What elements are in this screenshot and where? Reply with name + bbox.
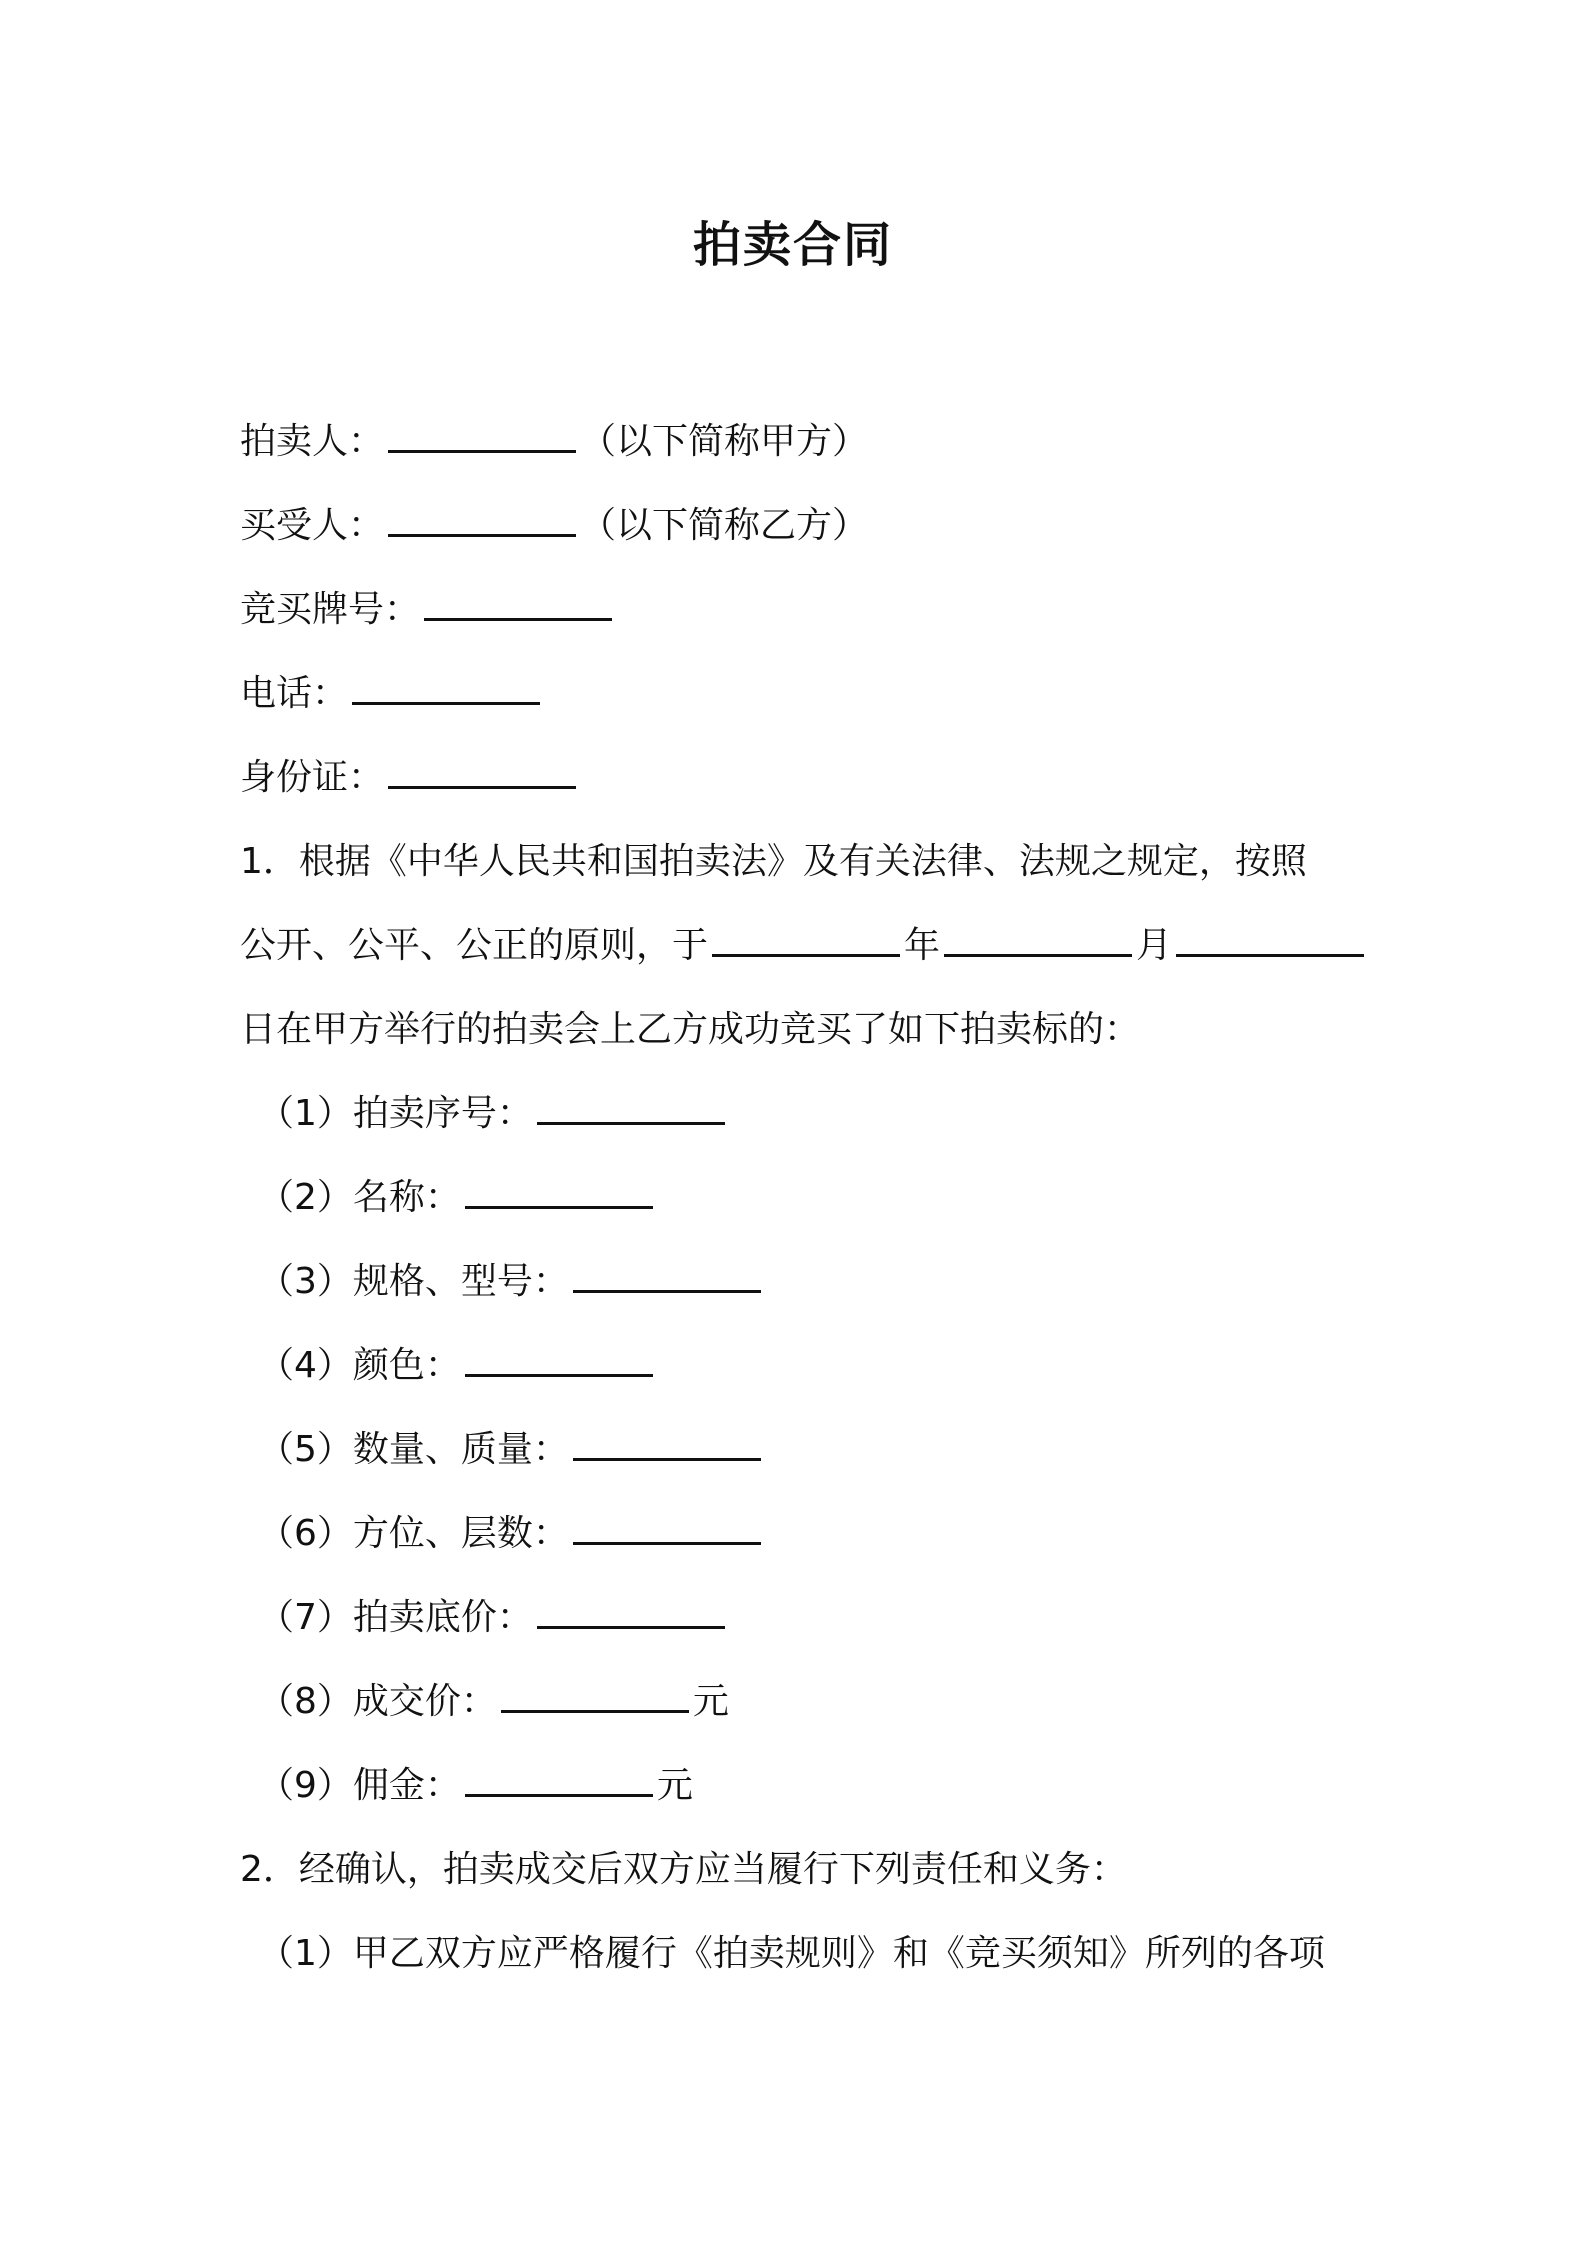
bid-number-label: 竞买牌号：: [240, 589, 421, 630]
item-label: （1）拍卖序号：: [258, 1093, 533, 1134]
item-label: （9）佣金：: [258, 1765, 461, 1806]
item-label: （3）规格、型号：: [258, 1261, 569, 1302]
year-label: 年: [904, 925, 941, 966]
contract-body: [240, 400, 1360, 1996]
item-label: （2）名称：: [258, 1177, 461, 1218]
clause1-line3: 日在甲方举行的拍卖会上乙方成功竞买了如下拍卖标的：: [240, 1009, 1141, 1050]
clause1-line1: 1．根据《中华人民共和国拍卖法》及有关法律、法规之规定，按照: [240, 841, 1307, 882]
id-card-line: [240, 736, 1360, 820]
year-blank[interactable]: [712, 924, 900, 957]
item-line: [240, 1324, 1360, 1408]
item-label: （5）数量、质量：: [258, 1429, 569, 1470]
item-blank[interactable]: [537, 1596, 725, 1629]
item-blank[interactable]: [573, 1260, 761, 1293]
item-blank[interactable]: [573, 1428, 761, 1461]
item-line: [240, 1156, 1360, 1240]
seller-note: （以下简称甲方）: [580, 421, 869, 462]
id-card-blank[interactable]: [388, 756, 576, 789]
item-line: [240, 1072, 1360, 1156]
buyer-note: （以下简称乙方）: [580, 505, 869, 546]
bid-number-line: [240, 568, 1360, 652]
phone-label: 电话：: [240, 673, 349, 714]
seller-label: 拍卖人：: [240, 421, 385, 462]
item-label: （6）方位、层数：: [258, 1513, 569, 1554]
item-line: [240, 1240, 1360, 1324]
item-unit: 元: [656, 1765, 693, 1806]
item-label: （4）颜色：: [258, 1345, 461, 1386]
item-line: [240, 1408, 1360, 1492]
buyer-blank[interactable]: [388, 504, 576, 537]
item-label: （8）成交价：: [258, 1681, 497, 1722]
item-blank[interactable]: [537, 1092, 725, 1125]
clause2-line1: 2．经确认，拍卖成交后双方应当履行下列责任和义务：: [240, 1849, 1127, 1890]
item-blank[interactable]: [465, 1764, 653, 1797]
item-blank[interactable]: [465, 1176, 653, 1209]
month-blank[interactable]: [944, 924, 1132, 957]
item-blank[interactable]: [501, 1680, 689, 1713]
item-unit: 元: [692, 1681, 729, 1722]
buyer-line: [240, 484, 1360, 568]
item-line: [240, 1576, 1360, 1660]
seller-line: [240, 400, 1360, 484]
buyer-label: 买受人：: [240, 505, 385, 546]
phone-blank[interactable]: [352, 672, 540, 705]
item-blank[interactable]: [573, 1512, 761, 1545]
day-blank[interactable]: [1176, 924, 1364, 957]
item-blank[interactable]: [465, 1344, 653, 1377]
clause2-line2: （1）甲乙双方应严格履行《拍卖规则》和《竞买须知》所列的各项: [258, 1933, 1325, 1974]
month-label: 月: [1136, 925, 1173, 966]
phone-line: [240, 652, 1360, 736]
clause1-line2-text: 公开、公平、公正的原则，于: [240, 925, 709, 966]
clause1-line2: [240, 904, 1360, 988]
id-card-label: 身份证：: [240, 757, 385, 798]
item-line: [240, 1744, 1360, 1828]
item-line: [240, 1492, 1360, 1576]
item-label: （7）拍卖底价：: [258, 1597, 533, 1638]
bid-number-blank[interactable]: [424, 588, 612, 621]
seller-blank[interactable]: [388, 420, 576, 453]
document-title: 拍卖合同: [692, 217, 893, 273]
item-line: [240, 1660, 1360, 1744]
